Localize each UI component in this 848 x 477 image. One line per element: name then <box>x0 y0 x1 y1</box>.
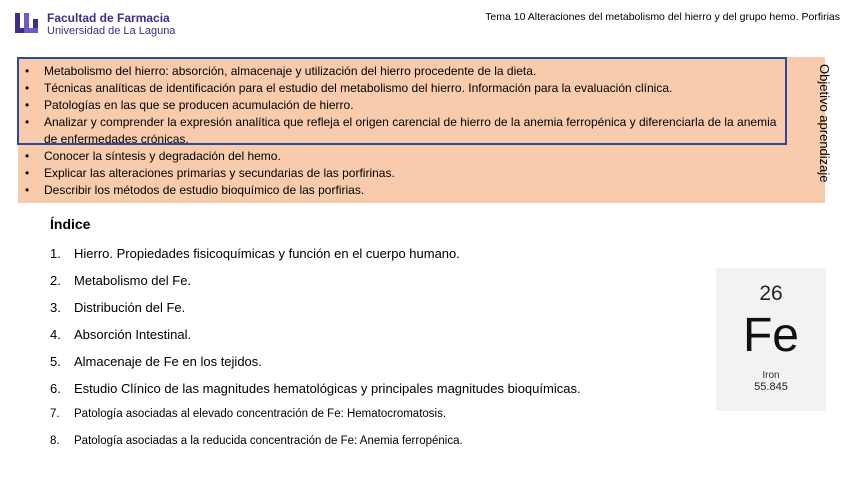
objectives-side-label: Objetivo aprendizaje <box>817 64 832 183</box>
index-item <box>50 408 581 435</box>
index-text: Distribución del Fe. <box>74 300 186 315</box>
index-text: Absorción Intestinal. <box>74 327 192 342</box>
index-list <box>50 246 581 462</box>
index-number: 6. <box>50 381 61 396</box>
iron-element-card <box>716 268 826 411</box>
objective-item: • Describir los métodos de estudio bioquímico de las porfirias. <box>22 182 792 199</box>
index-text: Almacenaje de Fe en los tejidos. <box>74 354 262 369</box>
index-item <box>50 381 581 408</box>
index-item <box>50 354 581 381</box>
index-item <box>50 300 581 327</box>
faculty-logo <box>14 10 174 38</box>
index-item <box>50 327 581 354</box>
objective-item: • Conocer la síntesis y degradación del hemo. <box>22 148 792 165</box>
objective-item: • Técnicas analíticas de identificación para el estudio del metabolismo del hierro. Información para la evaluación clínica. <box>22 80 792 97</box>
logo-university-name: Universidad de La Laguna <box>47 25 176 37</box>
objective-item: • Analizar y comprender la expresión analítica que refleja el origen carencial de hierro de la anemia ferropénica y diferenciarla de la anemia de enfermedades crónicas. <box>22 114 792 148</box>
index-number: 1. <box>50 246 61 261</box>
ull-logo-icon <box>14 10 42 36</box>
index-text: Patología asociadas a la reducida concentración de Fe: Anemia ferropénica. <box>74 435 463 447</box>
objective-item: • Explicar las alteraciones primarias y secundarias de las porfirinas. <box>22 165 792 182</box>
index-number: 8. <box>50 435 60 447</box>
index-text: Metabolismo del Fe. <box>74 273 192 288</box>
objective-item: • Patologías en las que se producen acumulación de hierro. <box>22 97 792 114</box>
index-item <box>50 435 581 462</box>
index-number: 7. <box>50 408 60 420</box>
element-symbol: Fe <box>742 309 799 362</box>
index-text: Patología asociadas al elevado concentración de Fe: Hematocromatosis. <box>74 408 447 420</box>
index-number: 3. <box>50 300 61 315</box>
atomic-number: 26 <box>759 282 783 305</box>
index-number: 2. <box>50 273 61 288</box>
logo-faculty-name: Facultad de Farmacia <box>47 11 170 25</box>
index-title: Índice <box>50 216 91 232</box>
slide-header-title: Tema 10 Alteraciones del metabolismo del hierro y del grupo hemo. Porfirias <box>485 11 840 23</box>
objective-item: • Metabolismo del hierro: absorción, almacenaje y utilización del hierro procedente de la dieta. <box>22 63 792 80</box>
index-item <box>50 273 581 300</box>
index-text: Estudio Clínico de las magnitudes hematológicas y principales magnitudes bioquímicas. <box>74 381 581 396</box>
objectives-list <box>22 63 792 199</box>
index-number: 5. <box>50 354 61 369</box>
element-name: Iron <box>762 370 780 381</box>
index-text: Hierro. Propiedades fisicoquímicas y función en el cuerpo humano. <box>74 246 460 261</box>
index-item <box>50 246 581 273</box>
atomic-mass: 55.845 <box>754 381 788 393</box>
index-number: 4. <box>50 327 61 342</box>
